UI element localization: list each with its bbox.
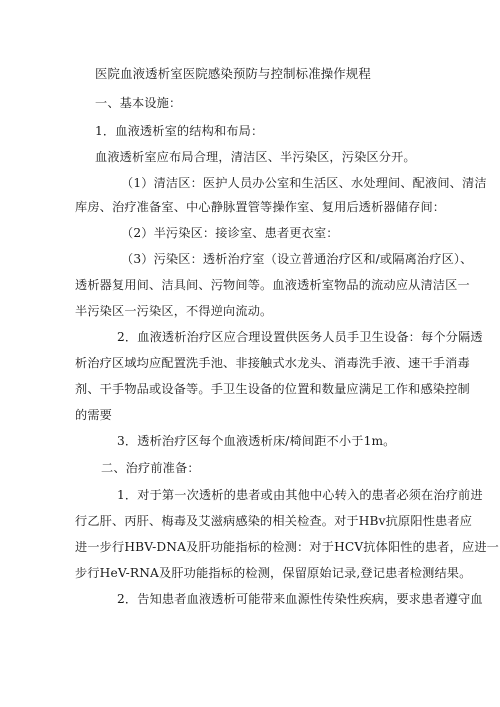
- prep-1-line-4: 步行HeV-RNA及肝功能指标的检测，保留原始记录,登记患者检测结果。: [75, 566, 472, 580]
- item-3: 3．透析治疗区每个血液透析床/椅间距不小于1m。: [117, 434, 396, 448]
- prep-1-line-1: 1．对于第一次透析的患者或由其他中心转入的患者必须在治疗前进: [117, 488, 483, 502]
- prep-2-line-1: 2．告知患者血液透析可能带来血源性传染性疾病，要求患者遵守血: [117, 592, 483, 606]
- section-heading-treatment-preparation: 二、治疗前准备：: [101, 461, 200, 475]
- clean-area-line-1: （1）清洁区：医护人员办公室和生活区、水处理间、配液间、清洁: [121, 176, 487, 190]
- semi-contaminated-area: （2）半污染区：接诊室、患者更衣室：: [121, 226, 339, 240]
- prep-1-line-3: 进一步行HBV-DNA及肝功能指标的检测：对于HCV抗体阳性的患者，应进一: [75, 540, 499, 554]
- contaminated-area-line-1: （3）污染区：透析治疗室（设立普通治疗区和/或隔离治疗区）、: [121, 252, 473, 266]
- contaminated-area-line-2: 透析器复用间、洁具间、污物间等。血液透析室物品的流动应从清洁区一: [75, 278, 470, 292]
- contaminated-area-line-3: 半污染区一污染区，不得逆向流动。: [75, 304, 273, 318]
- item-1-body: 血液透析室应布局合理，清洁区、半污染区，污染区分开。: [95, 150, 416, 164]
- item-2-line-3: 剂、干手物品或设备等。手卫生设备的位置和数量应满足工作和感染控制: [75, 382, 470, 396]
- item-2-line-1: 2．血液透析治疗区应合理设置供医务人员手卫生设备：每个分隔透: [117, 330, 483, 344]
- prep-1-line-2: 行乙肝、丙肝、梅毒及艾滋病感染的相关检查。对于HBv抗原阳性患者应: [75, 514, 473, 528]
- item-2-line-4: 的需要: [75, 408, 113, 422]
- section-heading-basic-facilities: 一、基本设施：: [95, 96, 182, 110]
- item-2-line-2: 析治疗区域均应配置洗手池、非接触式水龙头、消毒洗手液、速干手消毒: [75, 356, 470, 370]
- document-title: 医院血液透析室医院感染预防与控制标准操作规程: [95, 66, 371, 81]
- item-1-heading: 1．血液透析室的结构和布局：: [95, 124, 264, 138]
- clean-area-line-2: 库房、治疗准备室、中心静脉置管等操作室、复用后透析器储存间：: [75, 200, 446, 214]
